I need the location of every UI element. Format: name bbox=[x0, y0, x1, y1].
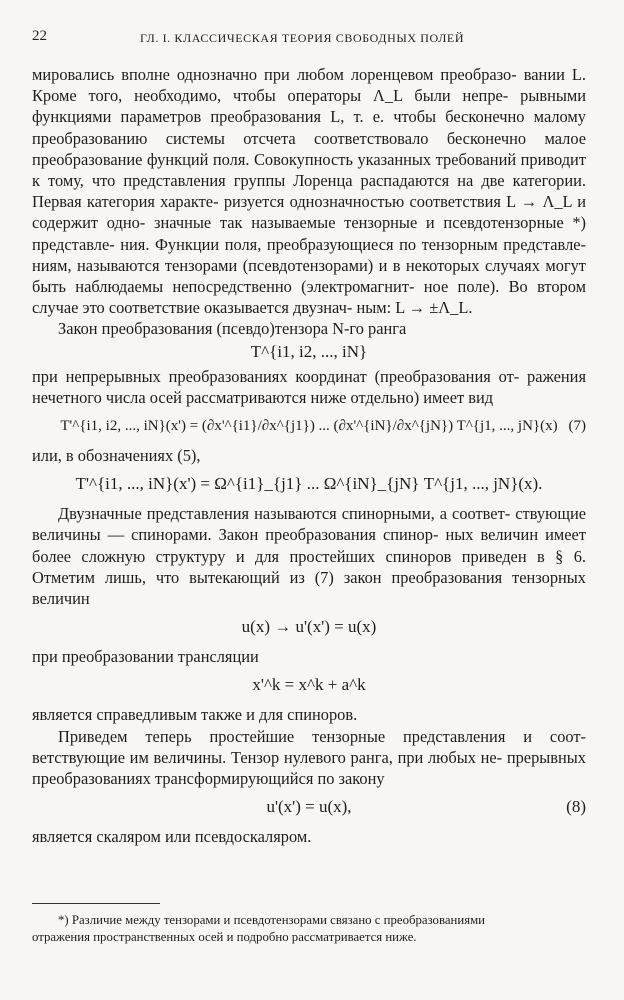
paragraph-9: является скаляром или псевдоскаляром. bbox=[32, 827, 312, 847]
paragraph-1 bbox=[32, 64, 586, 318]
p1-line: бесконечно малое преобразование функций поля. Совокупность bbox=[32, 128, 586, 169]
equation-7 bbox=[32, 414, 586, 438]
p1-line: значные так называемые тензорные и псевдотензорные *) представле- bbox=[32, 213, 586, 254]
equation-7-body: T'^{i1, i2, ..., iN}(x') = (∂x'^{i1}/∂x^{j1}) ... (∂x'^{iN}/∂x^{jN}) T^{j1, ..., jN}(x) bbox=[60, 418, 558, 435]
p1-line: Лоренца распадаются на две категории. Первая категория характе- bbox=[32, 171, 586, 212]
p1-line: ным: L → ±Λ_L. bbox=[356, 298, 473, 318]
equation-8-number: (8) bbox=[566, 797, 586, 817]
footnote-rule bbox=[32, 903, 160, 904]
paragraph-5 bbox=[32, 503, 586, 609]
equation-u: u(x) → u'(x') = u(x) bbox=[241, 617, 377, 637]
paragraph-8 bbox=[32, 726, 586, 790]
equation-7-number: (7) bbox=[568, 418, 586, 435]
equation-8-body: u'(x') = u(x), bbox=[266, 797, 352, 817]
paragraph-3 bbox=[32, 366, 586, 408]
footnote bbox=[32, 912, 586, 945]
p3-line: при непрерывных преобразованиях координат (преобразования от- bbox=[32, 366, 520, 386]
p1-line: указанных требований приводит к тому, что представления группы bbox=[32, 149, 586, 191]
p8-line: прерывных преобразованиях трансформирующийся по закону bbox=[32, 747, 586, 789]
p8-line: ветствующие им величины. Тензор нулевого ранга, при любых не- bbox=[32, 747, 503, 767]
footnote-line: *) Различие между тензорами и псевдотензорами связано с преобразованиями bbox=[58, 913, 486, 927]
paragraph-2: Закон преобразования (псевдо)тензора N-го ранга bbox=[58, 319, 407, 339]
running-head: ГЛ. I. КЛАССИЧЕСКАЯ ТЕОРИЯ СВОБОДНЫХ ПОЛЕЙ bbox=[140, 31, 465, 45]
equation-8 bbox=[32, 795, 586, 819]
paragraph-7: является справедливым также и для спиноров. bbox=[32, 705, 358, 725]
p5-line: Двузначные представления называются спинорными, а соответ- bbox=[58, 504, 511, 524]
p1-line: ниям, называются тензорами (псевдотензорами) и в некоторых bbox=[32, 255, 480, 275]
page-header bbox=[32, 28, 586, 50]
p1-line: случаях могут быть наблюдаемы непосредственно (электромагнит- bbox=[32, 255, 586, 297]
p1-line: мировались вполне однозначно при любом лоренцевом преобразо- bbox=[32, 65, 517, 84]
p1-line: ния. Функции поля, преобразующиеся по тензорным представле- bbox=[120, 234, 586, 254]
p5-line: спиноров приведен в § 6. Отметим лишь, что вытекающий из (7) bbox=[32, 546, 586, 587]
p5-line: закон преобразования тензорных величин bbox=[32, 567, 587, 609]
p5-line: ных величин имеет более сложную структуру и для простейших bbox=[32, 525, 586, 566]
equation-translation: x'^k = x^k + a^k bbox=[252, 675, 366, 695]
paragraph-6: при преобразовании трансляции bbox=[32, 647, 259, 667]
p1-line: рывными функциями параметров преобразования L, т. е. чтобы bbox=[32, 86, 586, 127]
p1-line: ризуется однозначностью соответствия L → Λ_L и содержит одно- bbox=[32, 192, 586, 233]
equation-omega: T'^{i1, ..., iN}(x') = Ω^{i1}_{j1} ... Ω^{iN}_{jN} T^{j1, ..., jN}(x). bbox=[75, 474, 543, 494]
footnote-line: отражения пространственных осей и подробно рассматривается ниже. bbox=[32, 929, 417, 944]
p3-line: ражения нечетного числа осей рассматриваются ниже отдельно) bbox=[32, 366, 586, 407]
p1-line: вании L. Кроме того, необходимо, чтобы операторы Λ_L были непре- bbox=[32, 65, 586, 106]
equation-tensor: T^{i1, i2, ..., iN} bbox=[250, 341, 368, 361]
p3-line: имеет вид bbox=[423, 387, 494, 407]
paragraph-4: или, в обозначениях (5), bbox=[32, 446, 201, 466]
page-number: 22 bbox=[32, 28, 47, 44]
p1-line: бесконечно малому преобразованию системы отсчета соответствовало bbox=[32, 107, 586, 148]
p1-line: ное поле). Во втором случае это соответствие оказывается двузнач- bbox=[32, 277, 586, 318]
p5-line: ствующие величины — спинорами. Закон преобразования спинор- bbox=[32, 504, 586, 545]
p8-line: Приведем теперь простейшие тензорные представления и соот- bbox=[58, 726, 586, 746]
main-text bbox=[32, 64, 586, 847]
